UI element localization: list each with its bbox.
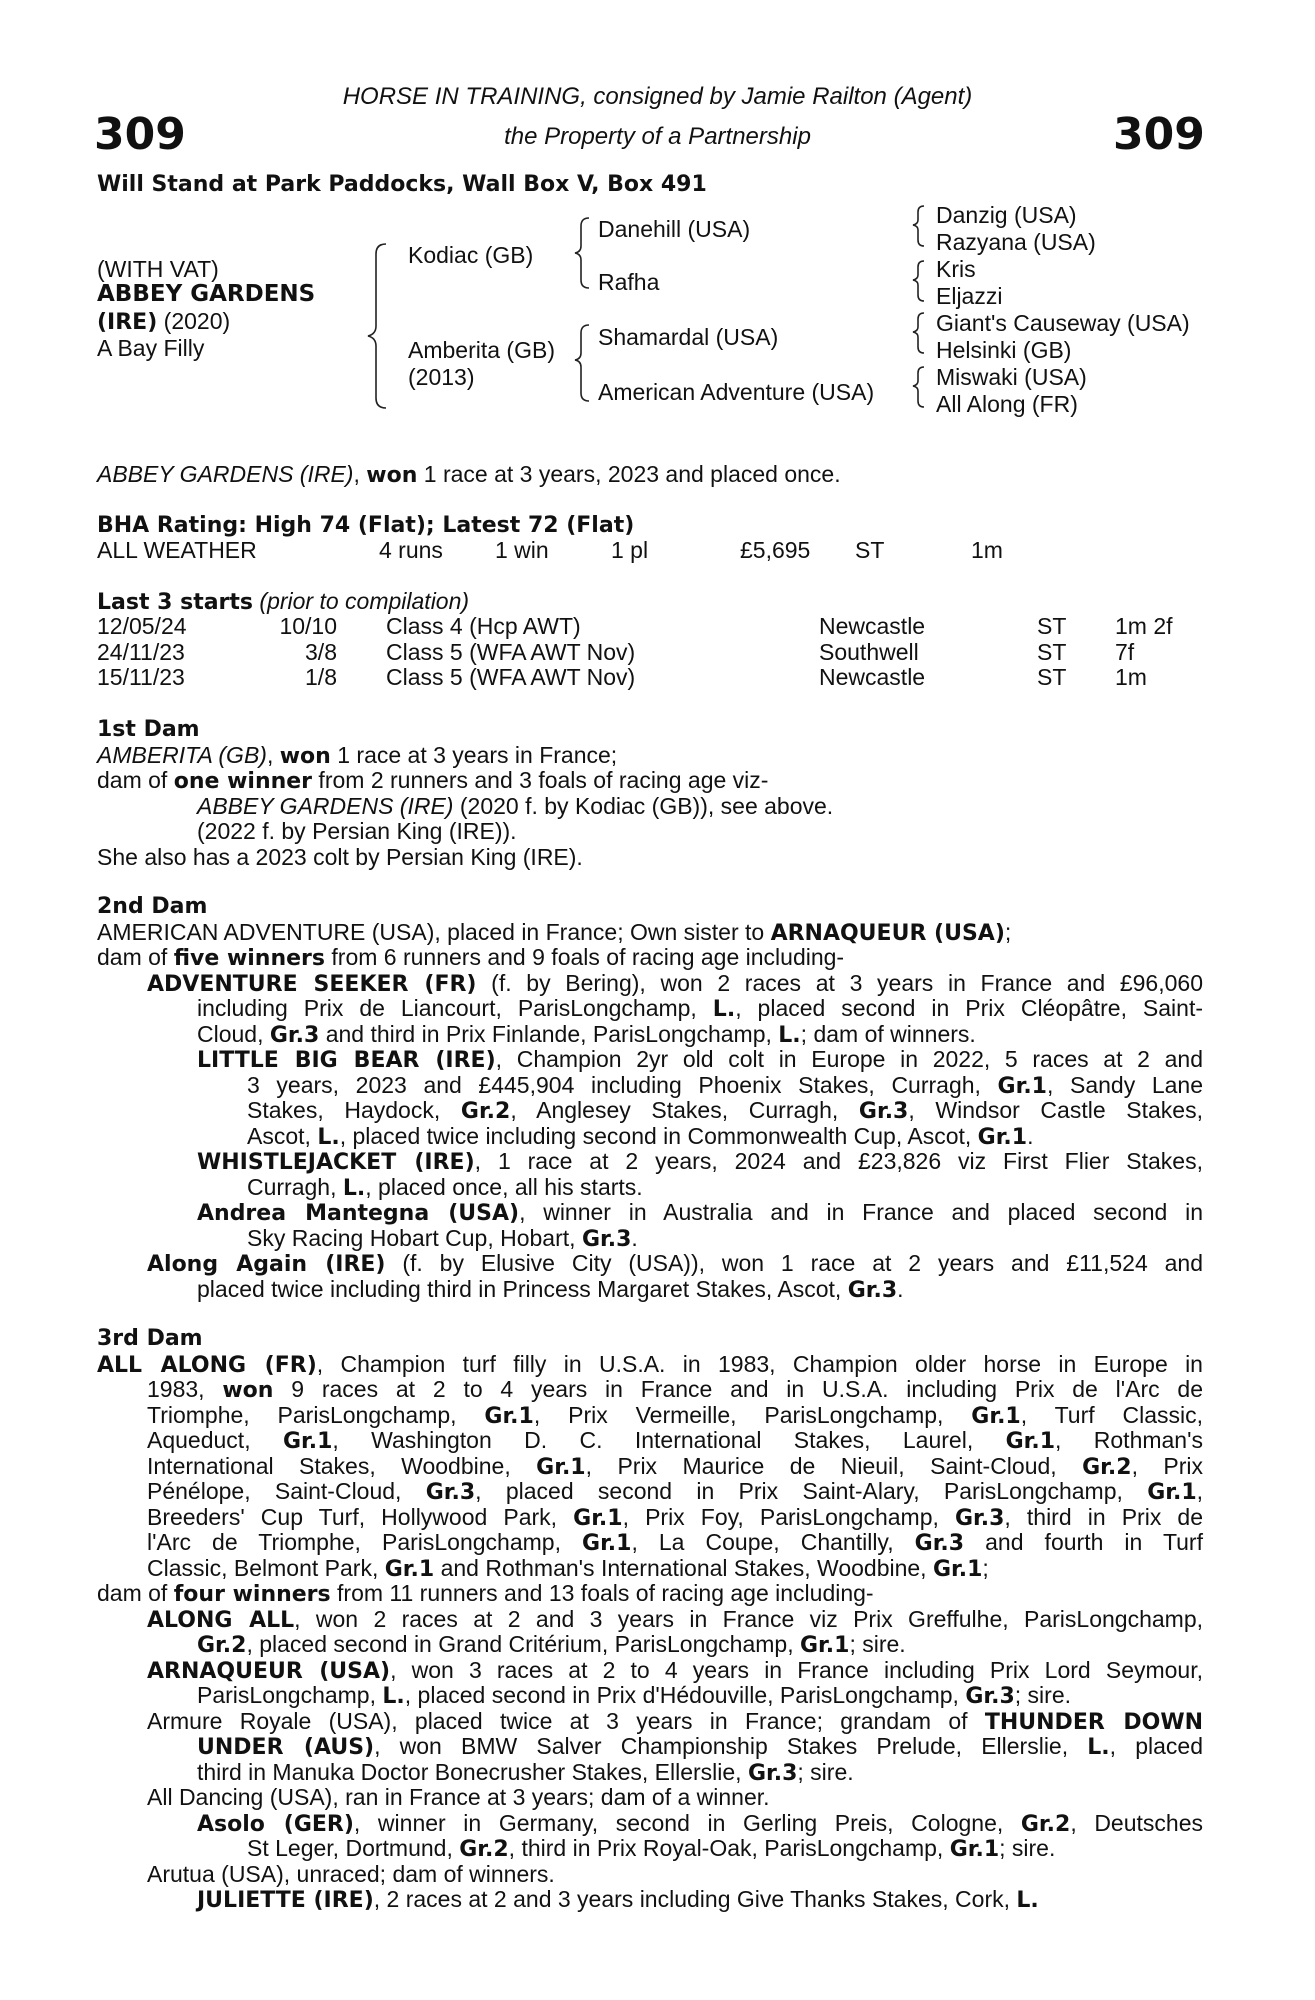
start-pos: 1/8 bbox=[305, 664, 337, 690]
text-bold: Gr.3 bbox=[858, 1099, 909, 1124]
start-row bbox=[97, 614, 1217, 640]
text-bold: won bbox=[222, 1378, 274, 1403]
text: Sky Racing Hobart Cup, Hobart, bbox=[247, 1224, 582, 1251]
third-dam-v2 bbox=[97, 1836, 1203, 1862]
text: , 2 races at 2 and 3 years including Give Thanks Stakes, Cork, bbox=[373, 1886, 1017, 1912]
text: from 11 runners and 13 foals of racing age including- bbox=[330, 1580, 874, 1606]
text: St Leger, Dortmund, bbox=[247, 1835, 460, 1861]
text-bold: JULIETTE (IRE) bbox=[197, 1888, 374, 1913]
text: , Washington D. C. International Stakes, Laurel, bbox=[332, 1427, 1006, 1453]
third-dam-t1 bbox=[97, 1709, 1203, 1735]
text: , Prix Maurice de Nieuil, Saint-Cloud, bbox=[585, 1452, 1083, 1479]
first-dam-line-3 bbox=[97, 794, 1203, 820]
text: . bbox=[897, 1275, 904, 1302]
text: , placed second in Grand Critérium, ParisLongchamp, bbox=[246, 1631, 800, 1657]
text: (2020 f. by Kodiac (GB)), see above. bbox=[453, 792, 834, 819]
text: , Rothman's bbox=[1055, 1427, 1203, 1453]
last-starts-heading bbox=[97, 589, 469, 616]
text: from 6 runners and 9 foals of racing age including- bbox=[325, 944, 845, 970]
third-dam-v1 bbox=[97, 1811, 1203, 1837]
second-dam-d2 bbox=[97, 1226, 1203, 1252]
text-bold: Gr.3 bbox=[425, 1480, 476, 1505]
third-dam-p5 bbox=[97, 1454, 1203, 1480]
second-dam-c1 bbox=[97, 1149, 1203, 1175]
text: . bbox=[631, 1224, 638, 1251]
text-bold: L. bbox=[712, 997, 736, 1022]
text-bold: Gr.1 bbox=[977, 1124, 1028, 1150]
second-dam-c2 bbox=[97, 1175, 1203, 1201]
text: , won 3 races at 2 to 4 years in France including Prix Lord Seymour, bbox=[390, 1656, 1204, 1683]
text: , La Coupe, Chantilly, bbox=[631, 1529, 915, 1555]
dam: Amberita (GB) bbox=[408, 337, 555, 363]
rating-wins: 1 win bbox=[495, 537, 549, 563]
text-bold: Gr.1 bbox=[573, 1505, 623, 1531]
text: 1983, bbox=[147, 1376, 223, 1402]
gen3-5: Giant's Causeway (USA) bbox=[936, 310, 1190, 336]
start-date: 24/11/23 bbox=[97, 638, 185, 665]
third-dam-p7 bbox=[97, 1505, 1203, 1531]
gen3-8: All Along (FR) bbox=[936, 391, 1078, 417]
property-line: the Property of a Partnership bbox=[504, 123, 811, 150]
start-course: Newcastle bbox=[819, 664, 926, 690]
first-dam-line-5: She also has a 2023 colt by Persian King (IRE). bbox=[97, 843, 583, 870]
text: dam of bbox=[97, 944, 174, 970]
text: International Stakes, Woodbine, bbox=[147, 1452, 537, 1479]
last-starts-note: (prior to compilation) bbox=[253, 588, 470, 614]
start-course: Newcastle bbox=[819, 613, 926, 639]
text-bold: UNDER (AUS) bbox=[197, 1735, 375, 1760]
text: ; bbox=[1004, 918, 1012, 945]
first-dam-section bbox=[97, 717, 1203, 870]
text: , third in Prix Royal-Oak, ParisLongchamp, bbox=[508, 1835, 950, 1861]
third-dam-p3 bbox=[97, 1403, 1203, 1429]
gen3-3: Kris bbox=[936, 256, 976, 282]
text: , bbox=[266, 741, 280, 768]
text-bold: ADVENTURE SEEKER (FR) bbox=[147, 971, 477, 997]
start-dist: 1m bbox=[1115, 664, 1147, 690]
text-bold: Gr.1 bbox=[1147, 1480, 1197, 1505]
gen3-2: Razyana (USA) bbox=[936, 229, 1096, 255]
second-dam-e1 bbox=[97, 1251, 1203, 1277]
text: Ascot, bbox=[247, 1122, 318, 1149]
start-row bbox=[97, 665, 1217, 691]
text-bold: Gr.2 bbox=[1082, 1454, 1132, 1480]
text-bold: Gr.1 bbox=[582, 1531, 632, 1556]
third-dam-t3 bbox=[97, 1760, 1203, 1786]
text: , Champion turf filly in U.S.A. in 1983, Champion older horse in Europe in bbox=[316, 1350, 1203, 1377]
text: and Rothman's International Stakes, Woodbine, bbox=[434, 1554, 933, 1581]
text-bold: ALL ALONG (FR) bbox=[97, 1352, 317, 1378]
text: , placed once, all his starts. bbox=[365, 1173, 643, 1200]
first-dam-heading: 1st Dam bbox=[97, 717, 200, 742]
text-bold: Gr.3 bbox=[914, 1531, 965, 1556]
text: , placed second in Prix Cléopâtre, Saint- bbox=[735, 995, 1203, 1021]
text: , placed twice including second in Commonwealth Cup, Ascot, bbox=[339, 1122, 978, 1149]
sire-sire: Danehill (USA) bbox=[598, 216, 751, 242]
text-bold: Asolo (GER) bbox=[197, 1811, 354, 1837]
start-race: Class 4 (Hcp AWT) bbox=[386, 613, 581, 639]
third-dam-r1 bbox=[97, 1607, 1203, 1633]
text: l'Arc de Triomphe, ParisLongchamp, bbox=[147, 1529, 583, 1555]
text: Aqueduct, bbox=[147, 1427, 283, 1453]
third-dam-p6 bbox=[97, 1479, 1203, 1505]
second-dam-d1 bbox=[97, 1200, 1203, 1226]
third-dam-q bbox=[97, 1581, 1203, 1607]
text: , winner in Germany, second in Gerling Preis, Cologne, bbox=[353, 1809, 1021, 1836]
text-bold: L. bbox=[382, 1684, 405, 1709]
text: AMERICAN ADVENTURE (USA), placed in France; Own sister to bbox=[97, 918, 771, 945]
third-dam-t2 bbox=[97, 1734, 1203, 1760]
text: , won BMW Salver Championship Stakes Prelude, Ellerslie, bbox=[374, 1733, 1088, 1759]
text: 9 races at 2 to 4 years in France and in U.S.A. including Prix de l'Arc de bbox=[273, 1376, 1204, 1402]
dam-year: (2013) bbox=[408, 364, 475, 390]
brace-sire-dam bbox=[368, 244, 386, 408]
sire: Kodiac (GB) bbox=[408, 242, 534, 268]
horse-year: (2020) bbox=[157, 308, 231, 334]
text: , Prix Foy, ParisLongchamp, bbox=[622, 1503, 955, 1530]
text-bold: L. bbox=[1016, 1888, 1039, 1913]
text: , winner in Australia and in France and placed second in bbox=[519, 1199, 1203, 1225]
text: third in Manuka Doctor Bonecrusher Stakes, Ellerslie, bbox=[197, 1758, 748, 1785]
text-bold: THUNDER DOWN bbox=[984, 1709, 1203, 1735]
text: ; sire. bbox=[999, 1835, 1056, 1861]
third-dam-p9 bbox=[97, 1556, 1203, 1582]
gen3-4: Eljazzi bbox=[936, 283, 1003, 309]
text: ; sire. bbox=[1014, 1682, 1071, 1708]
text: , Prix Vermeille, ParisLongchamp, bbox=[533, 1401, 972, 1428]
rating-runs: 4 runs bbox=[379, 537, 443, 563]
text: and third in Prix Finlande, ParisLongchamp, bbox=[319, 1020, 779, 1047]
text: Classic, Belmont Park, bbox=[147, 1554, 385, 1581]
text: Pénélope, Saint-Cloud, bbox=[147, 1478, 426, 1504]
text: , Prix bbox=[1131, 1452, 1204, 1479]
sire-dam: Rafha bbox=[598, 269, 660, 295]
text-bold: LITTLE BIG BEAR (IRE) bbox=[197, 1048, 496, 1073]
text-bold: Gr.2 bbox=[459, 1837, 509, 1862]
third-dam-x1 bbox=[97, 1887, 1203, 1913]
summary-rest: 1 race at 3 years, 2023 and placed once. bbox=[417, 461, 841, 487]
text-bold: L. bbox=[317, 1124, 340, 1150]
text-bold: L. bbox=[778, 1022, 801, 1048]
text: Armure Royale (USA), placed twice at 3 years in France; grandam of bbox=[147, 1707, 985, 1734]
summary-horse: ABBEY GARDENS (IRE) bbox=[97, 461, 354, 487]
text: , Sandy Lane bbox=[1046, 1071, 1203, 1098]
third-dam-heading: 3rd Dam bbox=[97, 1326, 203, 1351]
rating-distance: 1m bbox=[971, 537, 1003, 563]
text: Triomphe, ParisLongchamp, bbox=[147, 1401, 485, 1428]
second-dam-a2 bbox=[97, 996, 1203, 1022]
text-bold: ARNAQUEUR (USA) bbox=[770, 920, 1005, 946]
text: Curragh, bbox=[247, 1173, 343, 1200]
start-going: ST bbox=[1037, 638, 1067, 665]
consignment-line: HORSE IN TRAINING, consigned by Jamie Railton (Agent) bbox=[342, 83, 973, 110]
text: 3 years, 2023 and £445,904 including Phoenix Stakes, Curragh, bbox=[247, 1071, 998, 1098]
text: and fourth in Turf bbox=[964, 1529, 1203, 1555]
text-bold: Andrea Mantegna (USA) bbox=[197, 1201, 520, 1226]
text-bold: Gr.2 bbox=[460, 1099, 511, 1124]
text-bold: ARNAQUEUR (USA) bbox=[147, 1658, 391, 1684]
third-dam-section bbox=[97, 1326, 1203, 1913]
text-bold: Gr.1 bbox=[384, 1556, 435, 1582]
start-row bbox=[97, 640, 1217, 666]
third-dam-r2 bbox=[97, 1632, 1203, 1658]
rating-row bbox=[97, 538, 1217, 564]
text: dam of bbox=[97, 1580, 174, 1606]
text-bold: Along Again (IRE) bbox=[147, 1252, 386, 1277]
start-dist: 7f bbox=[1115, 638, 1135, 665]
second-dam-a3 bbox=[97, 1022, 1203, 1048]
text-bold: WHISTLEJACKET (IRE) bbox=[197, 1150, 475, 1175]
horse-country: (IRE) bbox=[97, 310, 158, 335]
start-pos: 3/8 bbox=[305, 638, 337, 665]
text-bold: Gr.3 bbox=[747, 1760, 798, 1786]
text: from 2 runners and 3 foals of racing age viz- bbox=[312, 767, 769, 793]
start-course: Southwell bbox=[819, 638, 919, 665]
start-date: 12/05/24 bbox=[97, 613, 187, 639]
text-bold: L. bbox=[342, 1175, 366, 1201]
text-bold: Gr.1 bbox=[971, 1403, 1021, 1429]
second-dam-heading: 2nd Dam bbox=[97, 894, 208, 919]
text-bold: Gr.1 bbox=[997, 1073, 1047, 1099]
start-dist: 1m 2f bbox=[1115, 613, 1173, 639]
gen3-6: Helsinki (GB) bbox=[936, 337, 1072, 363]
text: , placed bbox=[1109, 1733, 1203, 1759]
third-dam-s1 bbox=[97, 1658, 1203, 1684]
text-bold: Gr.1 bbox=[932, 1556, 983, 1582]
bha-rating: BHA Rating: High 74 (Flat); Latest 72 (Flat) bbox=[97, 513, 635, 538]
first-dam-line-1 bbox=[97, 743, 1203, 769]
second-dam-b1 bbox=[97, 1047, 1203, 1073]
text: , Turf Classic, bbox=[1020, 1401, 1203, 1428]
text: placed twice including third in Princess Margaret Stakes, Ascot, bbox=[197, 1275, 848, 1302]
text: ; sire. bbox=[797, 1758, 854, 1785]
third-dam-s2 bbox=[97, 1683, 1203, 1709]
text: (f. by Elusive City (USA)), won 1 race at 2 years and £11,524 and bbox=[385, 1250, 1203, 1276]
third-dam-p4 bbox=[97, 1428, 1203, 1454]
text-bold: Gr.1 bbox=[484, 1403, 534, 1429]
text: dam of bbox=[97, 767, 174, 793]
horse-name: ABBEY GARDENS bbox=[97, 281, 316, 307]
text-bold: ALONG ALL bbox=[147, 1607, 295, 1633]
vat-note: (WITH VAT) bbox=[97, 256, 219, 282]
start-date: 15/11/23 bbox=[97, 664, 185, 690]
text: Breeders' Cup Turf, Hollywood Park, bbox=[147, 1503, 574, 1530]
second-dam-e2 bbox=[97, 1277, 1203, 1303]
text-bold: Gr.1 bbox=[800, 1633, 850, 1658]
third-dam-p1 bbox=[97, 1352, 1203, 1378]
second-dam-line-1 bbox=[97, 920, 1203, 946]
rating-surface: ALL WEATHER bbox=[97, 537, 257, 563]
dam-sire: Shamardal (USA) bbox=[598, 324, 779, 350]
text-bold: Gr.3 bbox=[954, 1505, 1005, 1531]
first-dam-line-2 bbox=[97, 768, 1203, 794]
horse-description: A Bay Filly bbox=[97, 335, 205, 361]
second-dam-b3 bbox=[97, 1098, 1203, 1124]
text: including Prix de Liancourt, ParisLongchamp, bbox=[197, 995, 713, 1021]
third-dam-w1: Arutua (USA), unraced; dam of winners. bbox=[147, 1860, 555, 1887]
text: Stakes, Haydock, bbox=[247, 1097, 461, 1123]
start-race: Class 5 (WFA AWT Nov) bbox=[386, 664, 636, 690]
rating-going: ST bbox=[855, 537, 885, 563]
text-bold: Gr.3 bbox=[269, 1022, 320, 1048]
text-bold: L. bbox=[1087, 1735, 1110, 1760]
second-dam-line-2 bbox=[97, 945, 1203, 971]
text: , Anglesey Stakes, Curragh, bbox=[510, 1097, 859, 1123]
text-bold: Gr.2 bbox=[197, 1633, 247, 1658]
text: , Windsor Castle Stakes, bbox=[908, 1097, 1203, 1123]
text: ; dam of winners. bbox=[800, 1020, 976, 1047]
text: , placed second in Prix Saint-Alary, ParisLongchamp, bbox=[475, 1478, 1148, 1504]
text: ParisLongchamp, bbox=[197, 1682, 383, 1708]
first-dam-name: AMBERITA (GB) bbox=[97, 741, 267, 768]
second-dam-b2 bbox=[97, 1073, 1203, 1099]
last-starts-title: Last 3 starts bbox=[97, 590, 254, 615]
text-bold: five winners bbox=[173, 946, 326, 971]
start-going: ST bbox=[1037, 664, 1067, 690]
stand-location: Will Stand at Park Paddocks, Wall Box V, Box 491 bbox=[97, 172, 707, 197]
third-dam-p8 bbox=[97, 1530, 1203, 1556]
first-dam-line-4: (2022 f. by Persian King (IRE)). bbox=[197, 818, 517, 844]
text-bold: Gr.3 bbox=[581, 1226, 632, 1252]
start-race: Class 5 (WFA AWT Nov) bbox=[386, 638, 636, 665]
summary-sep: , bbox=[353, 461, 367, 487]
foal-name: ABBEY GARDENS (IRE) bbox=[197, 792, 454, 819]
text: , placed second in Prix d'Hédouville, ParisLongchamp, bbox=[404, 1682, 966, 1708]
text-bold: four winners bbox=[173, 1582, 331, 1607]
text-bold: won bbox=[279, 743, 331, 769]
third-dam-u1: All Dancing (USA), ran in France at 3 years; dam of a winner. bbox=[147, 1784, 770, 1810]
gen3-1: Danzig (USA) bbox=[936, 202, 1077, 228]
start-going: ST bbox=[1037, 613, 1067, 639]
text: , Champion 2yr old colt in Europe in 2022, 5 races at 2 and bbox=[495, 1046, 1204, 1072]
rating-prize: £5,695 bbox=[740, 537, 811, 563]
text-bold: Gr.3 bbox=[965, 1684, 1015, 1709]
text: (f. by Bering), won 2 races at 3 years in France and £96,060 bbox=[476, 969, 1203, 996]
rating-placed: 1 pl bbox=[611, 537, 649, 563]
gen3-7: Miswaki (USA) bbox=[936, 364, 1087, 390]
second-dam-section bbox=[97, 894, 1203, 1302]
start-pos: 10/10 bbox=[279, 613, 337, 639]
text-bold: Gr.1 bbox=[536, 1454, 586, 1480]
third-dam-p2 bbox=[97, 1377, 1203, 1403]
text: , bbox=[1196, 1478, 1204, 1504]
text: , third in Prix de bbox=[1004, 1503, 1203, 1530]
text: ; sire. bbox=[849, 1631, 906, 1657]
text-bold: one winner bbox=[173, 769, 313, 794]
lot-number-right: 309 bbox=[1113, 109, 1205, 160]
text: , Deutsches bbox=[1070, 1809, 1203, 1836]
lot-number-left: 309 bbox=[94, 109, 186, 160]
second-dam-a1 bbox=[97, 971, 1203, 997]
text: . bbox=[1027, 1122, 1034, 1149]
text-bold: Gr.3 bbox=[847, 1277, 898, 1303]
text: , 1 race at 2 years, 2024 and £23,826 viz First Flier Stakes, bbox=[474, 1148, 1203, 1174]
race-summary bbox=[97, 462, 841, 489]
text-bold: Gr.1 bbox=[1005, 1429, 1056, 1454]
text-bold: Gr.1 bbox=[282, 1429, 333, 1454]
text: ; bbox=[982, 1554, 989, 1581]
pedigree-braces bbox=[0, 0, 1315, 420]
text: 1 race at 3 years in France; bbox=[330, 741, 618, 768]
text-bold: Gr.2 bbox=[1020, 1811, 1071, 1837]
dam-dam: American Adventure (USA) bbox=[598, 379, 875, 405]
text: , won 2 races at 2 and 3 years in France viz Prix Greffulhe, ParisLongchamp, bbox=[294, 1605, 1203, 1632]
text: Cloud, bbox=[197, 1020, 270, 1047]
second-dam-b4 bbox=[97, 1124, 1203, 1150]
text-bold: Gr.1 bbox=[949, 1837, 1000, 1862]
summary-won: won bbox=[366, 463, 418, 488]
